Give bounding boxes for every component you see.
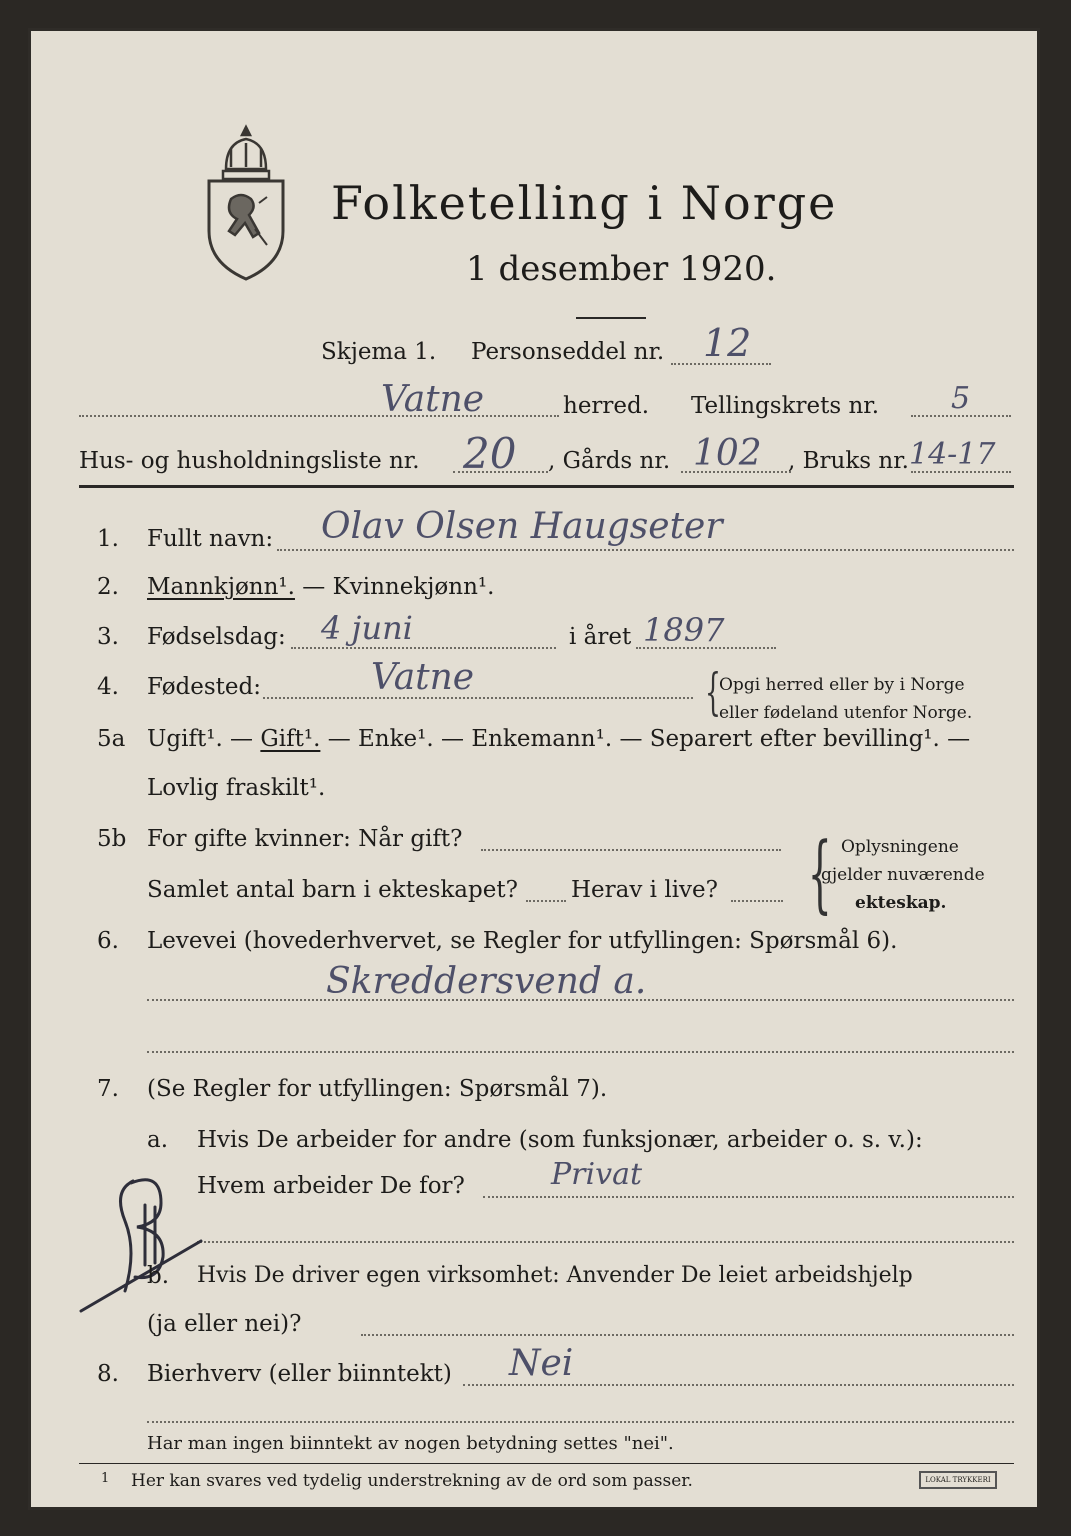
q5a-ugift[interactable]: Ugift¹. [147,726,223,752]
bruks-label: , Bruks nr. [788,448,909,474]
herred-field[interactable] [79,415,559,417]
q5a-other-options[interactable]: — Enke¹. — Enkemann¹. — Separert efter bevilling¹. — [320,726,971,752]
q3-year-value: 1897 [643,611,725,649]
q5a-options [147,726,970,752]
q4-label: Fødested: [147,674,262,700]
printer-stamp [919,1471,997,1489]
q4-note-line1: Opgi herred eller by i Norge [719,675,965,695]
q7b-text: Hvis De driver egen virksomhet: Anvender De leiet arbeidshjelp [197,1263,913,1288]
herred-label: herred. [563,393,650,419]
q6-field-line2[interactable] [147,1051,1014,1053]
margin-annotation-mark [71,1161,211,1321]
hus-value: 20 [463,429,517,478]
form-title: Folketelling i Norge [331,176,838,230]
personseddel-label: Personseddel nr. [471,339,665,365]
footer-divider [79,1463,1014,1464]
q4-field[interactable] [263,697,693,699]
q8-value: Nei [509,1343,574,1384]
bruks-value: 14-17 [909,437,996,472]
q5b-note-bracket: { [807,824,832,922]
title-divider [576,317,646,319]
q2-mannkjonn[interactable]: Mannkjønn¹. [147,574,295,600]
q3-label: Fødselsdag: [147,624,286,650]
tellingskrets-label: Tellingskrets nr. [691,393,880,419]
q1-number: 1. [97,526,119,552]
tellingskrets-value: 5 [951,381,971,416]
footnote-text: Her kan svares ved tydelig understrekning av de ord som passer. [131,1471,693,1491]
q6-number: 6. [97,928,119,954]
q5b-label3: Herav i live? [571,877,718,903]
q6-value: Skreddersvend a. [326,961,647,1002]
q7a-letter: a. [147,1127,169,1153]
q2-options [147,574,494,600]
q5a-gift[interactable]: Gift¹. [260,726,321,752]
q1-label: Fullt navn: [147,526,274,552]
q3-number: 3. [97,624,119,650]
q1-value: Olav Olsen Haugseter [321,506,723,547]
herred-value: Vatne [381,379,485,420]
q5b-married-field[interactable] [481,849,781,851]
census-form [28,28,1040,1510]
header-divider [79,485,1014,488]
q4-number: 4. [97,674,119,700]
q8-label: Bierhverv (eller biinntekt) [147,1361,452,1387]
q4-note-bracket: { [704,663,721,721]
footnote-number: 1 [101,1471,110,1486]
q8-field-line1[interactable] [463,1384,1014,1386]
q5b-label1: For gifte kvinner: Når gift? [147,826,463,852]
q2-number: 2. [97,574,119,600]
census-date: 1 desember 1920. [466,249,777,289]
q5a-number: 5a [97,726,126,752]
gards-value: 102 [693,433,762,474]
q5a-dash: — [222,726,261,752]
footer-note: Har man ingen biinntekt av nogen betydning settes "nei". [147,1433,674,1454]
norway-coat-of-arms-icon [191,119,301,289]
q8-number: 8. [97,1361,119,1387]
q4-note-line2: eller fødeland utenfor Norge. [719,703,973,723]
q6-label: Levevei (hovederhvervet, se Regler for utfyllingen: Spørsmål 6). [147,928,898,954]
q7-label: (Se Regler for utfyllingen: Spørsmål 7). [147,1076,608,1102]
q7b-question: (ja eller nei)? [147,1311,302,1337]
q4-value: Vatne [371,657,475,698]
q7a-question: Hvem arbeider De for? [197,1173,465,1199]
q7a-field-line2[interactable] [197,1241,1014,1243]
q7b-field[interactable] [361,1334,1014,1336]
q7a-text: Hvis De arbeider for andre (som funksjonær, arbeider o. s. v.): [197,1127,923,1153]
q1-field[interactable] [277,549,1014,551]
q3-year-label: i året [569,624,632,650]
q2-kvinnekjonn[interactable]: — Kvinnekjønn¹. [294,574,495,600]
q5b-note-line3: ekteskap. [855,893,947,913]
q8-field-line2[interactable] [147,1421,1014,1423]
q3-value: 4 juni [321,609,413,647]
q7a-field-line1[interactable] [483,1196,1014,1198]
q5b-alive-field[interactable] [731,900,783,902]
q7-number: 7. [97,1076,119,1102]
q5b-note-line2: gjelder nuværende [821,865,985,885]
q5b-label2: Samlet antal barn i ekteskapet? [147,877,518,903]
q5b-note-line1: Oplysningene [841,837,959,857]
gards-label: , Gårds nr. [548,448,671,474]
hus-label: Hus- og husholdningsliste nr. [79,448,420,474]
skjema-label: Skjema 1. [321,339,437,365]
q7a-value: Privat [551,1157,643,1192]
q5b-children-field[interactable] [526,900,566,902]
q7b-letter: b. [147,1263,170,1289]
printer-stamp-text: LOKAL TRYKKERI [925,1476,991,1484]
q5a-line2[interactable]: Lovlig fraskilt¹. [147,775,326,801]
q5b-number: 5b [97,826,127,852]
personseddel-value: 12 [703,321,752,365]
q3-field[interactable] [291,647,556,649]
